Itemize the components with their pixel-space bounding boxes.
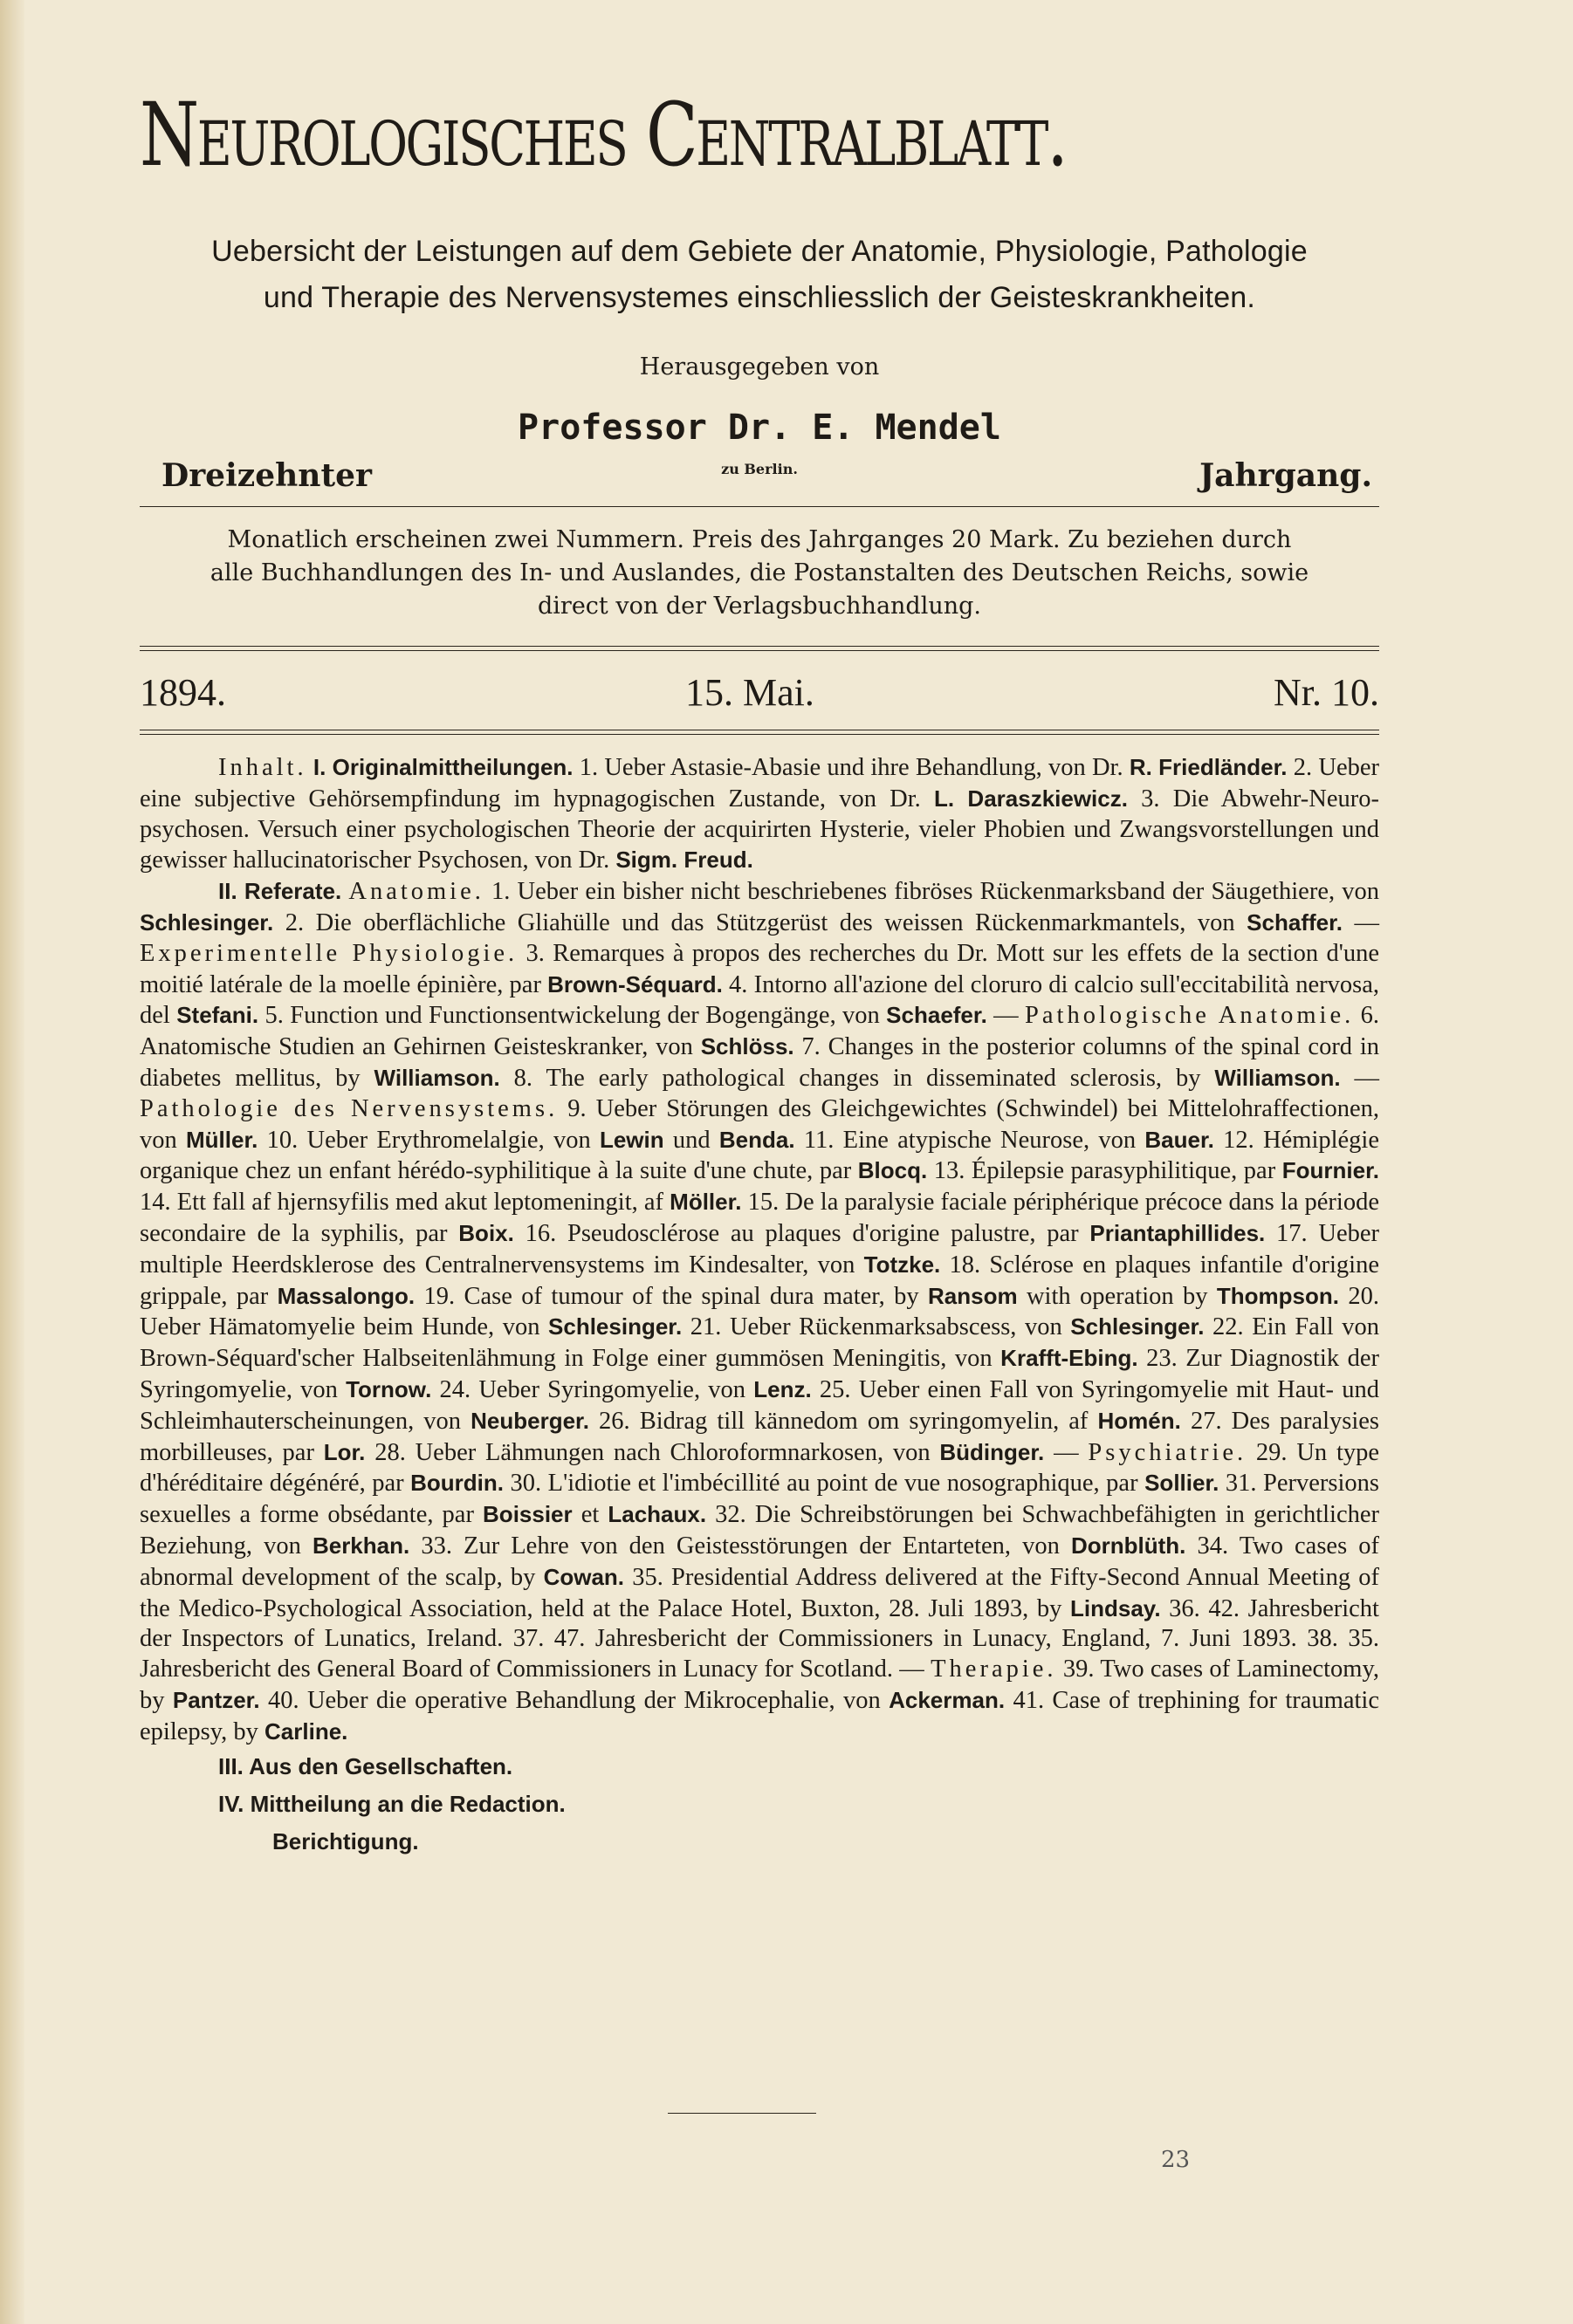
entry-text: — — [1340, 1064, 1379, 1092]
author-name: Stefani. — [176, 1002, 259, 1029]
notice-line-2: alle Buchhandlungen des In- und Auslandes, die Postanstalten des Deutschen Reichs, sowie — [210, 559, 1309, 586]
contents-referate — [140, 876, 1379, 1747]
author-name: Thompson. — [1216, 1282, 1339, 1309]
author-name: Tornow. — [346, 1375, 432, 1402]
author-name: Schlesinger. — [140, 908, 274, 936]
entry-text: 23. Zur Diagnostik der Syringomyelie, von — [140, 1345, 1379, 1403]
subsection-label: Therapie. — [931, 1656, 1057, 1683]
entry-text: 29. Un type d'héréditaire dégénéré, par — [140, 1438, 1380, 1498]
section-heading: I. Originalmittheilungen. — [313, 754, 574, 780]
author-name: Schlesinger. — [1070, 1313, 1205, 1340]
entry-text: 12. Hémiplégie organique chez un enfant hérédo-syphilitique à la suite d'une chute, par — [140, 1126, 1379, 1185]
author-name: Berkhan. — [312, 1532, 410, 1559]
author-name: Bauer. — [1144, 1126, 1214, 1153]
issue-number: Nr. 10. — [1274, 671, 1379, 714]
subsection-label: Experimentelle Physiologie. — [140, 939, 519, 967]
author-name: Lachaux. — [608, 1501, 707, 1528]
entry-text: — — [1343, 908, 1380, 936]
author-name: Ransom — [928, 1282, 1018, 1309]
author-name: Büdinger. — [939, 1438, 1045, 1465]
entry-text: 11. Eine atypische Neurose, von — [794, 1126, 1145, 1154]
entry-text: 32. Die Schreibstörungen bei Schwachbefähigten in gerichtlicher Beziehung, von — [140, 1501, 1380, 1560]
entry-text: und — [663, 1126, 719, 1154]
journal-subtitle — [131, 229, 1388, 321]
author-name: Schlesinger. — [548, 1313, 683, 1340]
entry-text: 3. Die Abwehr-Neuro-psychosen. Versuch einer psychologischen Theorie der acquirirten Hysterie, vieler Phobien und Zwangsvorstellungen und gewisser hallucinatorischer Psychosen, von Dr. — [140, 785, 1379, 874]
section-mittheilung: IV. Mittheilung an die Redaction. — [218, 1790, 566, 1817]
entry-text: 20. Ueber Hämatomyelie beim Hunde, von — [140, 1282, 1380, 1341]
entry-text: 33. Zur Lehre von den Geistesstörungen der Entarteten, von — [409, 1532, 1071, 1560]
entry-text: with operation by — [1017, 1282, 1217, 1310]
entry-text: 22. Ein Fall von Brown-Séquard'scher Halbseitenlähmung in Folge einer gummösen Meningitis, von — [140, 1313, 1379, 1373]
author-name: Lenz. — [753, 1375, 812, 1402]
entry-text: 2. Die oberflächliche Gliahülle und das Stützgerüst des weissen Rückenmarkmantels, von — [273, 908, 1247, 936]
entry-text: 17. Ueber multiple Heerdsklerose des Centralnervensystems im Kindesalter, von — [140, 1219, 1379, 1279]
subsection-label: Pathologie des Nervensystems. — [140, 1094, 559, 1122]
entry-text: 25. Ueber einen Fall von Syringomyelie mit Haut- und Schleimhauterscheinungen, von — [140, 1375, 1379, 1435]
author-name: Schaefer. — [886, 1002, 987, 1029]
entry-text: 31. Perversions sexuelles a forme obsédante, par — [140, 1470, 1380, 1529]
entry-text: 9. Ueber Störungen des Gleichgewichtes (Schwindel) bei Mittelohraffectionen, von — [140, 1094, 1379, 1154]
header-rule — [140, 506, 1379, 507]
author-name: Priantaphillides. — [1089, 1219, 1266, 1246]
author-name: Schlöss. — [700, 1033, 794, 1060]
dateline-top-rule — [140, 646, 1379, 651]
subtitle-line-1: Uebersicht der Leistungen auf dem Gebiete der Anatomie, Physiologie, Pathologie — [211, 235, 1308, 268]
author-name: Lor. — [323, 1438, 366, 1465]
author-name: R. Friedländer. — [1129, 754, 1288, 780]
author-name: Lewin — [599, 1126, 664, 1153]
author-name: Cowan. — [543, 1563, 625, 1590]
author-name: L. Daraszkiewicz. — [934, 785, 1128, 812]
author-name: Müller. — [186, 1126, 258, 1153]
volume-ordinal: Dreizehnter — [161, 457, 372, 494]
author-name: Williamson. — [1214, 1064, 1341, 1091]
author-name: Pantzer. — [172, 1686, 260, 1713]
end-rule — [668, 2113, 816, 2114]
entry-text: 16. Pseudosclérose au plaques d'origine palustre, par — [513, 1219, 1090, 1247]
entry-text: 19. Case of tumour of the spinal dura mater, by — [415, 1282, 929, 1310]
journal-title: Neurologisches Centralblatt. — [140, 84, 1067, 186]
entry-text: 13. Épilepsie parasyphilitique, par — [927, 1157, 1282, 1185]
subsection-label: Pathologische Anatomie. — [1025, 1002, 1355, 1030]
author-name: Carline. — [264, 1717, 348, 1745]
notice-line-1: Monatlich erscheinen zwei Nummern. Preis des Jahrganges 20 Mark. Zu beziehen durch — [227, 526, 1292, 553]
author-name: Bourdin. — [410, 1470, 505, 1497]
author-name: Boix. — [458, 1219, 514, 1246]
entry-text: 14. Ett fall af hjernsyfilis med akut leptomeningit, af — [140, 1189, 670, 1217]
entry-text: et — [572, 1501, 608, 1529]
entry-text: 2. Ueber eine subjective Gehörsempfindung im hypnagogischen Zustande, von Dr. — [140, 754, 1380, 812]
author-name: Möller. — [670, 1189, 742, 1216]
author-name: Lindsay. — [1070, 1594, 1161, 1621]
table-of-contents — [140, 752, 1379, 1861]
entry-text: 34. Two cases of abnormal development of the scalp, by — [140, 1532, 1380, 1591]
author-name: Sollier. — [1144, 1470, 1219, 1497]
entry-text: 35. Presidential Address delivered at the Fifty-Second Annual Meeting of the Medico-Psychological Association, held at the Palace Hotel, Buxton, 28. Juli 1893, by — [140, 1563, 1379, 1622]
entry-text: 36. 42. Jahresbericht der Inspectors of Lunatics, Ireland. 37. 47. Jahresbericht der Commissioners in Lunacy, England, 7. Juni 1893. 38. 35. Jahresbericht des General Board of Commissioners in Lunacy for Scotland. — — [140, 1594, 1379, 1683]
author-name: Williamson. — [374, 1064, 500, 1091]
author-name: Dornblüth. — [1070, 1532, 1186, 1559]
entry-text: 26. Bidrag till kännedom om syringomyelin, af — [588, 1407, 1098, 1435]
volume-label: Jahrgang. — [1199, 457, 1372, 494]
entry-text: 39. Two cases of Laminectomy, by — [140, 1656, 1379, 1714]
entry-text: 40. Ueber die operative Behandlung der Mikrocephalie, von — [259, 1686, 890, 1714]
author-name: Sigm. Freud. — [615, 847, 753, 874]
contents-originals — [140, 752, 1379, 876]
page-number: 23 — [1161, 2147, 1191, 2173]
author-name: Totzke. — [863, 1251, 941, 1278]
author-name: Krafft-Ebing. — [1000, 1345, 1138, 1372]
entry-text: — — [986, 1002, 1026, 1030]
entry-text: 41. Case of trephining for traumatic epilepsy, by — [140, 1686, 1379, 1745]
author-name: Fournier. — [1281, 1157, 1379, 1184]
notice-line-3: direct von der Verlagsbuchhandlung. — [538, 593, 981, 620]
editor-name: Professor Dr. E. Mendel — [518, 408, 1001, 448]
issue-year: 1894. — [140, 671, 226, 714]
subscription-notice — [140, 524, 1379, 623]
entry-text: 10. Ueber Erythromelalgie, von — [258, 1126, 600, 1154]
entry-text: 15. De la paralysie faciale périphérique précoce dans la période secondaire de la syphilis, par — [140, 1189, 1379, 1247]
entry-text: 8. The early pathological changes in disseminated sclerosis, by — [499, 1064, 1215, 1092]
entry-text: 1. Ueber Astasie-Abasie und ihre Behandlung, von Dr. — [573, 754, 1130, 781]
subtitle-line-2: und Therapie des Nervensystemes einschliesslich der Geisteskrankheiten. — [263, 281, 1256, 314]
page-edge-shadow — [0, 0, 24, 2324]
section-gesellschaften: III. Aus den Gesellschaften. — [218, 1752, 513, 1779]
entry-text: 24. Ueber Syringomyelie, von — [431, 1375, 754, 1403]
entry-text: 3. Remarques à propos des recherches du Dr. Mott sur les effets de la section d'une moitié latérale de la moelle épinière, par — [140, 939, 1379, 998]
section-berichtigung: Berichtigung. — [272, 1827, 419, 1854]
entry-text: — — [1044, 1438, 1089, 1466]
entry-text: 18. Sclérose en plaques infantile d'origine grippale, par — [140, 1251, 1379, 1310]
author-name: Brown-Séquard. — [547, 970, 723, 997]
author-name: Schaffer. — [1247, 908, 1343, 936]
issue-date: 15. Mai. — [685, 671, 814, 714]
author-name: Boissier — [483, 1501, 573, 1528]
author-name: Neuberger. — [471, 1407, 589, 1434]
entry-text: 4. Intorno all'azione del cloruro di calcio sull'eccitabilità nervosa, del — [140, 970, 1379, 1030]
entry-text: 5. Function und Functionsentwickelung der Bogengänge, von — [258, 1002, 887, 1030]
author-name: Blocq. — [857, 1157, 928, 1184]
inhalt-label: Inhalt. — [218, 754, 307, 781]
author-name: Benda. — [718, 1126, 795, 1153]
entry-text: 7. Changes in the posterior columns of the spinal cord in diabetes mellitus, by — [140, 1033, 1379, 1092]
editor-place: zu Berlin. — [721, 461, 798, 477]
entry-text: 1. Ueber ein bisher nicht beschriebenes fibröses Rückenmarksband der Säugethiere, von — [484, 878, 1380, 906]
author-name: Homén. — [1097, 1407, 1181, 1434]
author-name: Massalongo. — [277, 1282, 416, 1309]
subsection-label: Psychiatrie. — [1088, 1438, 1247, 1466]
subsection-label: Anatomie. — [348, 878, 484, 906]
entry-text: 30. L'idiotie et l'imbécillité au point de vue nosographique, par — [504, 1470, 1145, 1498]
section-heading: II. Referate. — [218, 878, 342, 905]
entry-text: 21. Ueber Rückenmarksabscess, von — [682, 1313, 1071, 1341]
herausgegeben-label: Herausgegeben von — [639, 353, 880, 380]
entry-text: 27. Des paralysies morbilleuses, par — [140, 1407, 1380, 1466]
dateline-bottom-rule — [140, 730, 1379, 735]
entry-text: 28. Ueber Lähmungen nach Chloroformnarkosen, von — [365, 1438, 940, 1466]
author-name: Ackerman. — [889, 1686, 1006, 1713]
entry-text: 6. Anatomische Studien an Gehirnen Geisteskranker, von — [140, 1002, 1379, 1061]
